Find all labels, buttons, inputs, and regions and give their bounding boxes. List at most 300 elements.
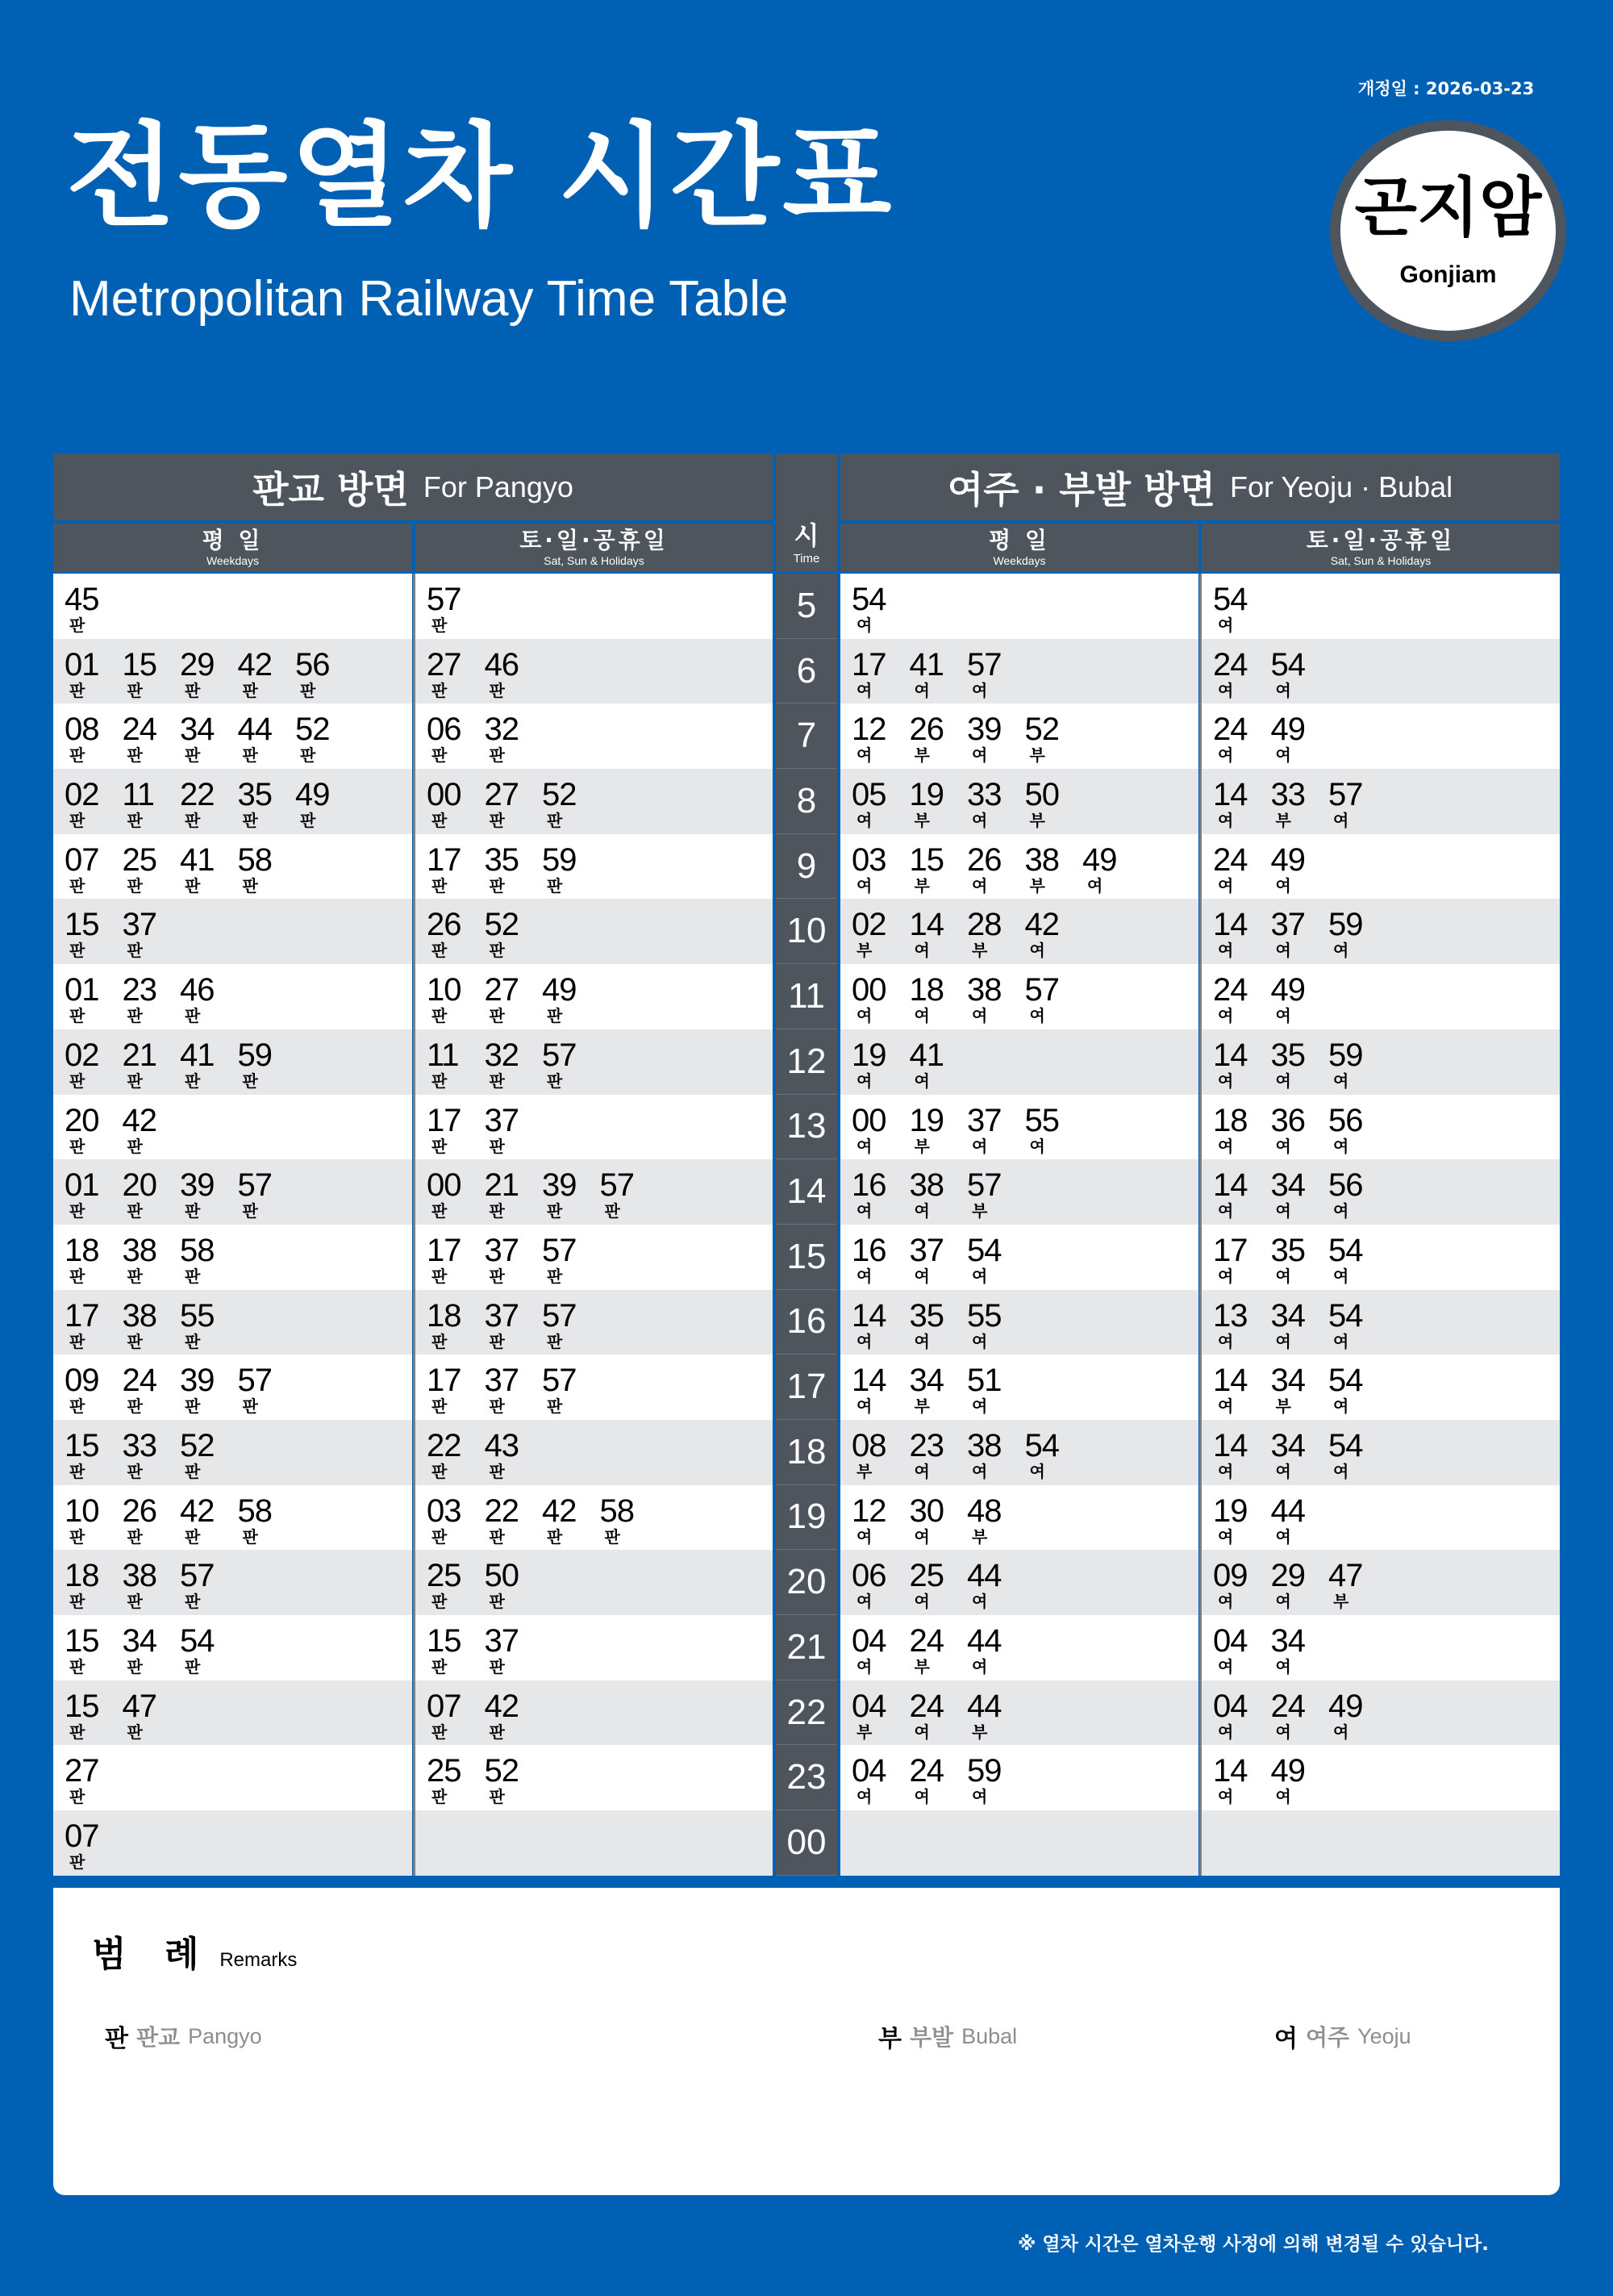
destination-code: 여 (972, 1006, 988, 1026)
departure-minute: 36 (1270, 1102, 1305, 1138)
hour-cell: 19 (776, 1485, 837, 1551)
cell-yeoju-holiday (1202, 574, 1560, 639)
departure-minute: 06 (427, 712, 461, 748)
destination-code: 판 (185, 1526, 201, 1547)
departure-minute: 55 (967, 1297, 1002, 1334)
cell-yeoju-weekday (840, 769, 1198, 834)
destination-code: 판 (69, 616, 85, 635)
hour-cell: 11 (776, 964, 837, 1029)
cell-pangyo-weekday (53, 1290, 412, 1355)
destination-code: 판 (69, 1787, 85, 1807)
departure-minute: 15 (65, 1623, 99, 1659)
departure (122, 1427, 181, 1485)
departure-minute: 42 (237, 646, 272, 683)
departure (122, 1297, 181, 1355)
departure-minute: 14 (1213, 907, 1248, 943)
destination-code: 판 (431, 1396, 448, 1417)
departure-minute: 38 (1024, 841, 1059, 878)
departure (1213, 1104, 1271, 1160)
cell-pangyo-weekday (53, 834, 412, 900)
departure (967, 1427, 1025, 1485)
destination-code: 판 (489, 1787, 505, 1807)
destination-code: 판 (69, 1201, 85, 1221)
departure-minute: 01 (65, 646, 99, 683)
departure (1024, 1427, 1083, 1485)
departure (123, 1625, 181, 1680)
departure-minute: 47 (1328, 1558, 1363, 1594)
departure (180, 1169, 238, 1225)
departure-minute: 37 (484, 1623, 519, 1659)
cell-yeoju-weekday (840, 1355, 1198, 1420)
hour-cell: 22 (776, 1680, 837, 1746)
destination-code: 여 (1333, 811, 1349, 831)
destination-code: 여 (1275, 875, 1291, 895)
departure-minute: 22 (180, 777, 215, 813)
departure-minute: 34 (1270, 1363, 1305, 1399)
destination-code: 판 (127, 1722, 143, 1742)
departure-minute: 15 (122, 646, 156, 683)
departure-minute: 35 (237, 777, 272, 813)
departure (484, 1427, 543, 1485)
departure-minute: 57 (1328, 777, 1363, 813)
destination-code: 여 (1218, 616, 1234, 635)
destination-code: 여 (1333, 1266, 1349, 1286)
destination-code: 여 (857, 1006, 873, 1026)
destination-code: 판 (547, 1526, 563, 1547)
destination-code: 여 (1275, 1201, 1291, 1221)
departure-minute: 11 (427, 1037, 459, 1073)
destination-code: 판 (547, 1331, 563, 1351)
departure-minute: 19 (909, 1102, 944, 1138)
departure-minute: 48 (967, 1492, 1002, 1529)
remarks-panel (53, 1888, 1560, 2195)
departure (1213, 974, 1271, 1029)
column-label-en: Sat, Sun & Holidays (1330, 554, 1432, 567)
table-row (53, 1095, 1560, 1160)
departure-minute: 14 (852, 1297, 886, 1334)
departure-minute: 37 (484, 1297, 519, 1334)
departure (600, 1169, 658, 1225)
departure (65, 1169, 123, 1225)
destination-code: 여 (857, 745, 873, 766)
destination-code: 여 (914, 1526, 930, 1547)
destination-code: 여 (914, 1461, 930, 1481)
departure (909, 1297, 968, 1355)
departure (1271, 1559, 1329, 1615)
destination-code: 판 (242, 1201, 258, 1221)
departure-minute: 38 (122, 1558, 156, 1594)
departure-minute: 54 (1328, 1427, 1363, 1463)
departure-minute: 44 (237, 712, 272, 748)
departure-minute: 24 (122, 1363, 156, 1399)
departure-minute: 54 (967, 1232, 1002, 1268)
departure-minute: 21 (122, 1037, 156, 1073)
departure (427, 974, 485, 1029)
departure-minute: 04 (852, 1753, 886, 1789)
departure (967, 1559, 1025, 1615)
departure (1271, 713, 1329, 769)
departure (542, 1492, 600, 1551)
destination-code: 여 (857, 1526, 873, 1547)
destination-code: 판 (69, 1136, 85, 1156)
departure-minute: 29 (180, 646, 215, 683)
destination-code: 여 (857, 680, 873, 700)
cell-yeoju-weekday (840, 899, 1198, 964)
legend-name-en: Pangyo (188, 2023, 262, 2048)
departure-minute: 59 (1328, 1037, 1363, 1073)
destination-code: 여 (972, 1592, 988, 1612)
destination-code: 판 (127, 1201, 143, 1221)
hour-cell: 00 (776, 1810, 837, 1876)
departure-minute: 43 (484, 1427, 519, 1463)
destination-code: 여 (972, 875, 988, 895)
cell-yeoju-holiday (1202, 1159, 1560, 1225)
departure-minute: 56 (1328, 1102, 1363, 1138)
departure-minute: 57 (967, 1167, 1002, 1204)
cell-pangyo-weekday (53, 899, 412, 964)
departure (967, 779, 1025, 834)
departure-minute: 34 (180, 712, 215, 748)
cell-pangyo-weekday (53, 1420, 412, 1485)
departure-minute: 58 (599, 1492, 634, 1529)
departure-minute: 17 (427, 1363, 461, 1399)
departure-minute: 25 (122, 841, 156, 878)
destination-code: 판 (242, 1071, 258, 1091)
destination-code: 여 (1275, 1592, 1291, 1612)
cell-yeoju-holiday (1202, 769, 1560, 834)
departure-minute: 27 (65, 1753, 99, 1789)
departure (1213, 1690, 1271, 1746)
destination-code: 여 (857, 1592, 873, 1612)
destination-code: 여 (857, 1331, 873, 1351)
column-divider (413, 574, 415, 1876)
departure-minute: 49 (542, 972, 577, 1008)
departure (122, 646, 181, 704)
departure-minute: 14 (1213, 777, 1248, 813)
destination-code: 판 (127, 745, 143, 766)
departure-minute: 15 (65, 1688, 99, 1724)
departure-minute: 59 (542, 841, 577, 878)
destination-code: 판 (300, 680, 316, 700)
destination-code: 판 (127, 875, 143, 895)
departure (1025, 1104, 1083, 1160)
departure-minute: 12 (852, 712, 886, 748)
destination-code: 부 (1029, 875, 1045, 895)
departure (1271, 1169, 1329, 1225)
departure (123, 1169, 181, 1225)
departure (238, 713, 296, 769)
destination-code: 판 (69, 1331, 85, 1351)
departure-minute: 58 (180, 1232, 215, 1268)
table-row (53, 1810, 1560, 1876)
hour-cell: 13 (776, 1095, 837, 1160)
departure (1270, 841, 1329, 900)
destination-code: 여 (1218, 875, 1234, 895)
destination-code: 여 (914, 680, 930, 700)
destination-code: 판 (431, 680, 448, 700)
departure-minute: 00 (852, 972, 886, 1008)
departure (180, 1492, 238, 1551)
departure-minute: 15 (427, 1623, 461, 1659)
cell-pangyo-holiday (415, 1420, 773, 1485)
cell-pangyo-holiday (415, 1029, 773, 1095)
departure-minute: 52 (542, 777, 577, 813)
legend-item-yeoju (1274, 2018, 1411, 2054)
departure (910, 1104, 968, 1160)
destination-code: 판 (127, 1657, 143, 1676)
departure-minute: 12 (852, 1492, 886, 1529)
destination-code: 판 (547, 1396, 563, 1417)
table-row (53, 1290, 1560, 1355)
table-row (53, 574, 1560, 639)
destination-code: 판 (127, 1071, 143, 1091)
departure (1271, 908, 1329, 964)
cell-pangyo-holiday (415, 1095, 773, 1160)
destination-code: 판 (127, 1331, 143, 1351)
destination-code: 여 (972, 1266, 988, 1286)
departure-minute: 00 (427, 1167, 461, 1204)
departure-minute: 27 (427, 646, 461, 683)
departure (427, 779, 485, 834)
destination-code: 판 (127, 1526, 143, 1547)
departure-minute: 35 (909, 1297, 944, 1334)
destination-code: 판 (127, 1592, 143, 1612)
cell-yeoju-weekday (840, 964, 1198, 1029)
departure-minute: 24 (1270, 1688, 1305, 1724)
table-row (53, 1680, 1560, 1746)
cell-pangyo-weekday (53, 769, 412, 834)
cell-pangyo-weekday (53, 1550, 412, 1615)
departure (1025, 713, 1083, 769)
departure (1213, 713, 1271, 769)
departure (542, 1169, 600, 1225)
column-label-ko: 평 일 (202, 527, 264, 553)
destination-code: 판 (489, 1592, 505, 1612)
destination-code: 여 (1218, 1657, 1234, 1676)
departure (967, 1297, 1025, 1355)
departure (484, 841, 543, 900)
departure (1328, 1297, 1386, 1355)
departure (65, 1820, 123, 1876)
departure (909, 1427, 968, 1485)
departure-minute: 32 (484, 1037, 519, 1073)
cell-pangyo-holiday (415, 1159, 773, 1225)
destination-code: 판 (185, 1657, 201, 1676)
cell-yeoju-holiday (1202, 1225, 1560, 1290)
departure-minute: 54 (1328, 1363, 1363, 1399)
destination-code: 여 (857, 616, 873, 635)
departure (180, 1297, 238, 1355)
destination-code: 여 (1029, 1136, 1045, 1156)
destination-code: 판 (69, 1657, 85, 1676)
departure (123, 1039, 181, 1095)
destination-code: 판 (489, 1461, 505, 1481)
direction-header-yeoju-bubal (840, 454, 1560, 520)
destination-code: 부 (972, 1526, 988, 1547)
departure-minute: 07 (427, 1688, 461, 1724)
hour-cell: 21 (776, 1615, 837, 1680)
departure-minute: 26 (909, 712, 944, 748)
destination-code: 판 (242, 875, 258, 895)
destination-code: 부 (857, 1461, 873, 1481)
legend-name-ko: 판교 (135, 2024, 181, 2051)
departure (123, 1364, 181, 1420)
departure-minute: 37 (484, 1363, 519, 1399)
destination-code: 부 (914, 1396, 930, 1417)
departure (237, 841, 296, 900)
destination-code: 여 (1333, 1331, 1349, 1351)
cell-yeoju-holiday (1202, 964, 1560, 1029)
destination-code: 여 (1333, 1201, 1349, 1221)
destination-code: 판 (185, 1266, 201, 1286)
departure-minute: 08 (852, 1427, 886, 1463)
destination-code: 여 (1218, 1461, 1234, 1481)
destination-code: 여 (914, 1722, 930, 1742)
destination-code: 부 (914, 811, 930, 831)
departure (1213, 1234, 1271, 1290)
departure (1213, 1364, 1271, 1420)
departure-minute: 01 (65, 1167, 99, 1204)
departure-minute: 34 (122, 1623, 156, 1659)
cell-yeoju-weekday (840, 1550, 1198, 1615)
departure (65, 1234, 123, 1290)
departure (485, 974, 543, 1029)
column-label-en: Sat, Sun & Holidays (544, 554, 644, 567)
destination-code: 부 (1029, 811, 1045, 831)
destination-code: 판 (127, 1006, 143, 1026)
departure-minute: 04 (852, 1623, 886, 1659)
direction-title-en: For Pangyo (423, 470, 573, 503)
destination-code: 판 (489, 1722, 505, 1742)
destination-code: 판 (431, 1787, 448, 1807)
departure (65, 583, 123, 639)
departure (1213, 1297, 1271, 1355)
destination-code: 여 (1218, 1071, 1234, 1091)
departure-minute: 33 (122, 1427, 156, 1463)
hour-label-ko: 시 (794, 520, 819, 551)
departure-minute: 41 (180, 841, 215, 878)
departure (1025, 779, 1083, 834)
departure (852, 841, 910, 900)
departure (599, 1492, 658, 1551)
departure (237, 646, 296, 704)
departure-minute: 41 (909, 646, 944, 683)
destination-code: 여 (857, 875, 873, 895)
departure-minute: 57 (237, 1167, 272, 1204)
departure (180, 1039, 238, 1095)
departure (485, 1104, 543, 1160)
departure (485, 1690, 543, 1746)
destination-code: 판 (489, 680, 505, 700)
departure (909, 841, 968, 900)
departure-minute: 17 (65, 1297, 99, 1334)
departure (1270, 1427, 1329, 1485)
departure-minute: 59 (1328, 907, 1363, 943)
departure-minute: 52 (484, 1753, 519, 1789)
departure (1213, 841, 1271, 900)
departure (180, 1559, 238, 1615)
destination-code: 여 (1275, 1071, 1291, 1091)
destination-code: 판 (547, 1266, 563, 1286)
destination-code: 여 (1218, 745, 1234, 766)
departure-minute: 22 (484, 1492, 519, 1529)
cell-pangyo-holiday (415, 1810, 773, 1876)
destination-code: 여 (857, 1266, 873, 1286)
cell-yeoju-holiday (1202, 1550, 1560, 1615)
departure (295, 779, 353, 834)
hour-cell: 20 (776, 1550, 837, 1615)
table-row (53, 639, 1560, 704)
destination-code: 판 (69, 745, 85, 766)
departure (427, 1427, 485, 1485)
departure-minute: 57 (1024, 972, 1059, 1008)
destination-code: 여 (972, 1331, 988, 1351)
departure (852, 1104, 910, 1160)
table-row (53, 1485, 1560, 1551)
departure (1213, 1169, 1271, 1225)
departure-minute: 26 (427, 907, 461, 943)
destination-code: 판 (489, 1526, 505, 1547)
destination-code: 판 (489, 941, 505, 961)
departure-minute: 24 (122, 712, 156, 748)
departure-minute: 37 (122, 907, 156, 943)
departure-minute: 05 (852, 777, 886, 813)
destination-code: 판 (489, 1266, 505, 1286)
destination-code: 판 (69, 1461, 85, 1481)
cell-yeoju-holiday (1202, 834, 1560, 900)
departure (427, 1690, 485, 1746)
column-label-ko: 토·일·공휴일 (519, 527, 669, 553)
departure (910, 1234, 968, 1290)
departure (427, 841, 485, 900)
departure (967, 1169, 1025, 1225)
departure-minute: 14 (1213, 1753, 1248, 1789)
timetable (53, 454, 1560, 1879)
departure (123, 1559, 181, 1615)
departure-minute: 19 (852, 1037, 886, 1073)
destination-code: 부 (1275, 1396, 1291, 1417)
destination-code: 부 (914, 1657, 930, 1676)
departure-minute: 18 (427, 1297, 461, 1334)
station-name-ko: 곤지암 (1354, 170, 1542, 245)
departure (427, 1364, 485, 1420)
cell-pangyo-holiday (415, 769, 773, 834)
departure (542, 1039, 600, 1095)
departure (485, 1169, 543, 1225)
departure (1271, 1234, 1329, 1290)
departure-minute: 50 (484, 1558, 519, 1594)
departure-minute: 20 (122, 1167, 156, 1204)
departure-minute: 41 (909, 1037, 944, 1073)
departure-minute: 39 (967, 712, 1002, 748)
departure (852, 713, 910, 769)
departure (123, 1234, 181, 1290)
departure (180, 779, 238, 834)
departure (852, 1559, 910, 1615)
departure-minute: 23 (122, 972, 156, 1008)
departure (180, 841, 238, 900)
destination-code: 여 (1275, 1266, 1291, 1286)
departure (852, 1492, 910, 1551)
cell-yeoju-holiday (1202, 1680, 1560, 1746)
destination-code: 여 (972, 1787, 988, 1807)
destination-code: 여 (1218, 1787, 1234, 1807)
hour-cell: 9 (776, 834, 837, 900)
departure (65, 1104, 123, 1160)
departure (122, 1492, 181, 1551)
cell-yeoju-weekday (840, 1159, 1198, 1225)
cell-pangyo-holiday (415, 1355, 773, 1420)
